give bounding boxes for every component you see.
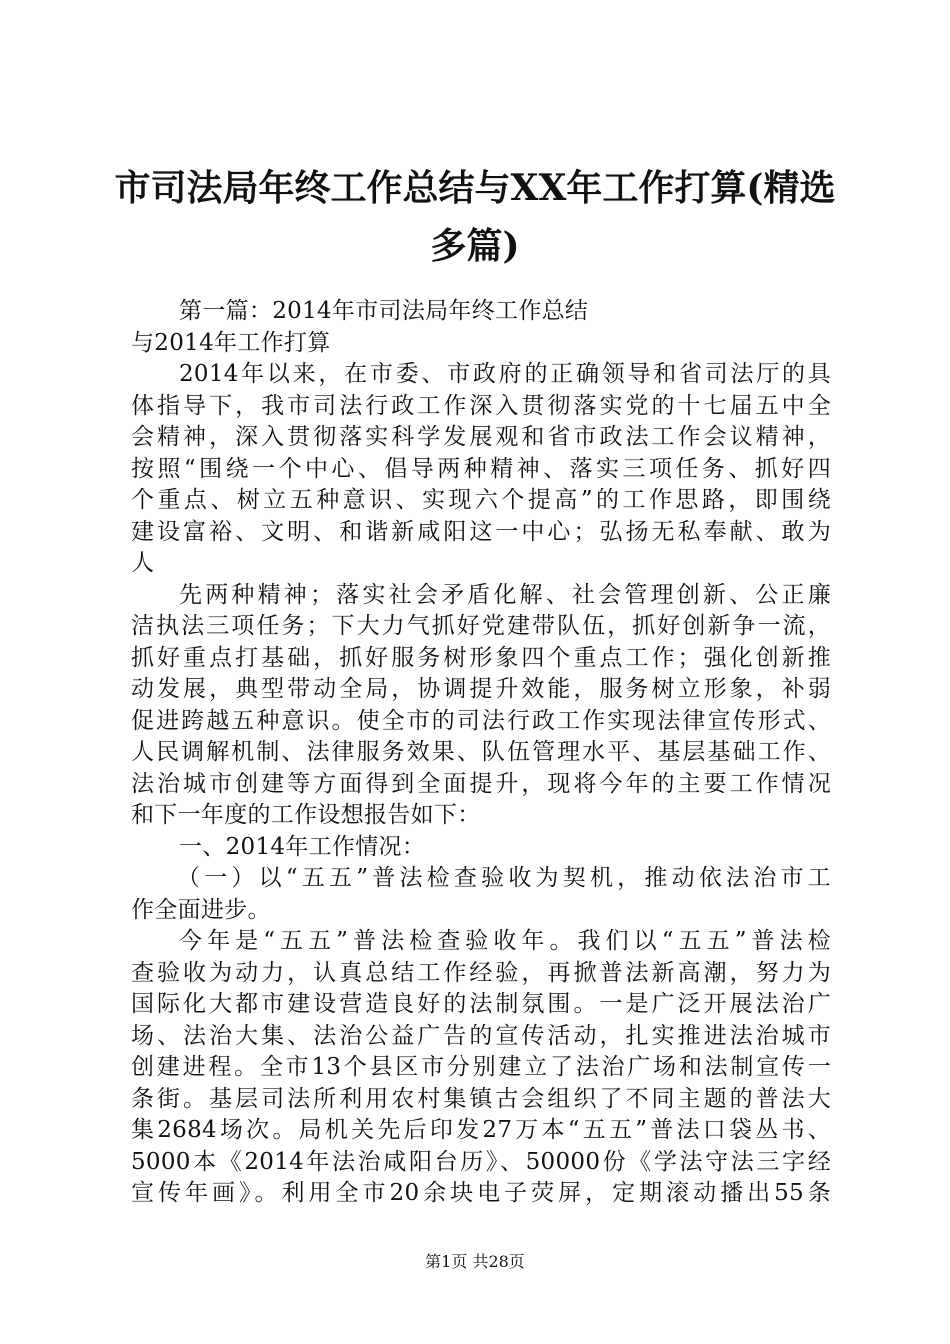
paragraph-line: 动发展，典型带动全局，协调提升效能，服务树立形象，补弱	[131, 676, 831, 702]
paragraph-line: 2014年以来，在市委、市政府的正确领导和省司法厅的具	[179, 361, 831, 387]
section-heading: 第一篇：2014年市司法局年终工作总结	[179, 298, 589, 324]
paragraph-line: 先两种精神；落实社会矛盾化解、社会管理创新、公正廉	[179, 581, 831, 608]
document-title-line-1: 市司法局年终工作总结与XX年工作打算(精选	[114, 167, 836, 209]
page-footer: 第1页 共28页	[425, 1252, 525, 1271]
paragraph-line: 5000本《2014年法治咸阳台历》、50000份《学法守法三字经	[131, 1148, 831, 1175]
subsection-heading-cont: 作全面进步。	[131, 896, 271, 923]
paragraph-line: 宣传年画》。利用全市20余块电子荧屏，定期滚动播出55条	[131, 1180, 831, 1206]
paragraph-line: 人民调解机制、法律服务效果、队伍管理水平、基层基础工作、	[131, 739, 831, 765]
document-title-line-2: 多篇)	[430, 225, 520, 267]
subsection-heading: （一）以“五五”普法检查验收为契机，推动依法治市工	[177, 865, 831, 891]
paragraph-line: 会精神，深入贯彻落实科学发展观和省市政法工作会议精神，	[131, 424, 831, 450]
paragraph-line: 条街。基层司法所利用农村集镇古会组织了不同主题的普法大	[131, 1085, 831, 1112]
paragraph-line: 场、法治大集、法治公益广告的宣传活动，扎实推进法治城市	[131, 1022, 831, 1049]
paragraph-line: 按照“围绕一个中心、倡导两种精神、落实三项任务、抓好四	[131, 455, 831, 482]
paragraph-line: 抓好重点打基础，抓好服务树形象四个重点工作；强化创新推	[131, 644, 831, 671]
paragraph-line: 个重点、树立五种意识、实现六个提高”的工作思路，即围绕	[131, 487, 831, 513]
paragraph-line: 法治城市创建等方面得到全面提升，现将今年的主要工作情况	[131, 770, 831, 797]
paragraph-line: 和下一年度的工作设想报告如下：	[131, 802, 481, 828]
document-body	[131, 296, 831, 1210]
paragraph-line: 人	[131, 550, 155, 576]
paragraph-line: 洁执法三项任务；下大力气抓好党建带队伍，抓好创新争一流，	[131, 613, 831, 639]
paragraph-line: 促进跨越五种意识。使全市的司法行政工作实现法律宣传形式、	[131, 707, 831, 734]
section-heading-cont: 与2014年工作打算	[131, 329, 331, 356]
paragraph-line: 今年是“五五”普法检查验收年。我们以“五五”普法检	[179, 928, 831, 954]
paragraph-line: 集2684场次。局机关先后印发27万本“五五”普法口袋丛书、	[131, 1117, 831, 1143]
paragraph-line: 查验收为动力，认真总结工作经验，再掀普法新高潮，努力为	[131, 959, 831, 986]
paragraph-line: 创建进程。全市13个县区市分别建立了法治广场和法制宣传一	[131, 1054, 831, 1080]
paragraph-line: 建设富裕、文明、和谐新咸阳这一中心；弘扬无私奉献、敢为	[131, 518, 831, 545]
paragraph-line: 国际化大都市建设营造良好的法制氛围。一是广泛开展法治广	[131, 991, 831, 1017]
paragraph-line: 体指导下，我市司法行政工作深入贯彻落实党的十七届五中全	[131, 392, 831, 419]
section-heading: 一、2014年工作情况：	[179, 833, 426, 860]
